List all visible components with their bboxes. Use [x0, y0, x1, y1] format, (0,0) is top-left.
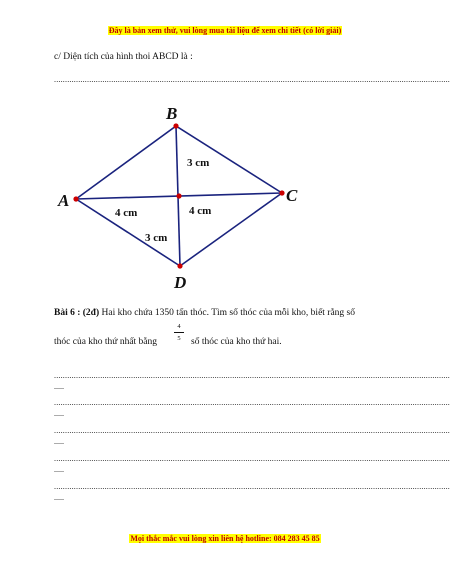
problem6-text-1: Hai kho chứa 1350 tấn thóc. Tìm số thóc của mỗi kho, biết rằng số: [99, 308, 356, 318]
answer-line-4: ....................................................................................................................................................................................: [54, 454, 450, 463]
answer-dots-c: ....................................................................................................................................................................................: [54, 75, 450, 84]
answer-line-5: ....................................................................................................................................................................................: [54, 482, 450, 491]
segment-label-ob: 3 cm: [187, 157, 210, 169]
hotline-banner: [0, 534, 450, 543]
point-o: [176, 193, 181, 198]
point-c: [279, 190, 284, 195]
answer-line-3-tail: .....: [54, 437, 64, 446]
vertex-label-b: B: [166, 104, 178, 123]
answer-line-4-tail: .....: [54, 465, 64, 474]
answer-line-2: ....................................................................................................................................................................................: [54, 398, 450, 407]
edge-cd: [180, 193, 282, 266]
hotline-text: Mọi thắc mắc vui lòng xin liên hệ hotline: 084 283 45 85: [130, 534, 320, 543]
vertex-label-a: A: [58, 191, 70, 210]
point-b: [173, 123, 178, 128]
fraction-4-5: [174, 322, 184, 343]
answer-line-3: ....................................................................................................................................................................................: [54, 426, 450, 435]
answer-line-1-tail: .....: [54, 382, 64, 391]
segment-label-oc: 4 cm: [189, 205, 212, 217]
preview-notice-text: Đây là bản xem thử, vui lòng mua tài liệu để xem chi tiết (có lời giải): [108, 26, 342, 35]
fraction-denominator: 5: [177, 335, 181, 342]
answer-line-1: ....................................................................................................................................................................................: [54, 371, 450, 380]
fraction-bar: [174, 332, 184, 333]
vertex-label-c: C: [286, 186, 298, 205]
edge-ab: [76, 126, 176, 199]
problem6-line2-end: số thóc của kho thứ hai.: [191, 337, 282, 347]
vertex-label-d: D: [174, 273, 187, 292]
answer-line-5-tail: .....: [54, 493, 64, 502]
problem6-label: Bài 6 : (2đ): [54, 308, 100, 318]
segment-label-oa: 4 cm: [115, 207, 138, 219]
fraction-numerator: 4: [177, 323, 181, 330]
question-c: c/ Diện tích của hình thoi ABCD là :: [54, 52, 193, 62]
problem6-line1: [54, 308, 355, 318]
point-a: [73, 196, 78, 201]
problem6-line2-start: thóc của kho thứ nhất bằng: [54, 337, 158, 347]
point-d: [177, 263, 182, 268]
segment-label-od: 3 cm: [145, 232, 168, 244]
answer-line-2-tail: .....: [54, 409, 64, 418]
